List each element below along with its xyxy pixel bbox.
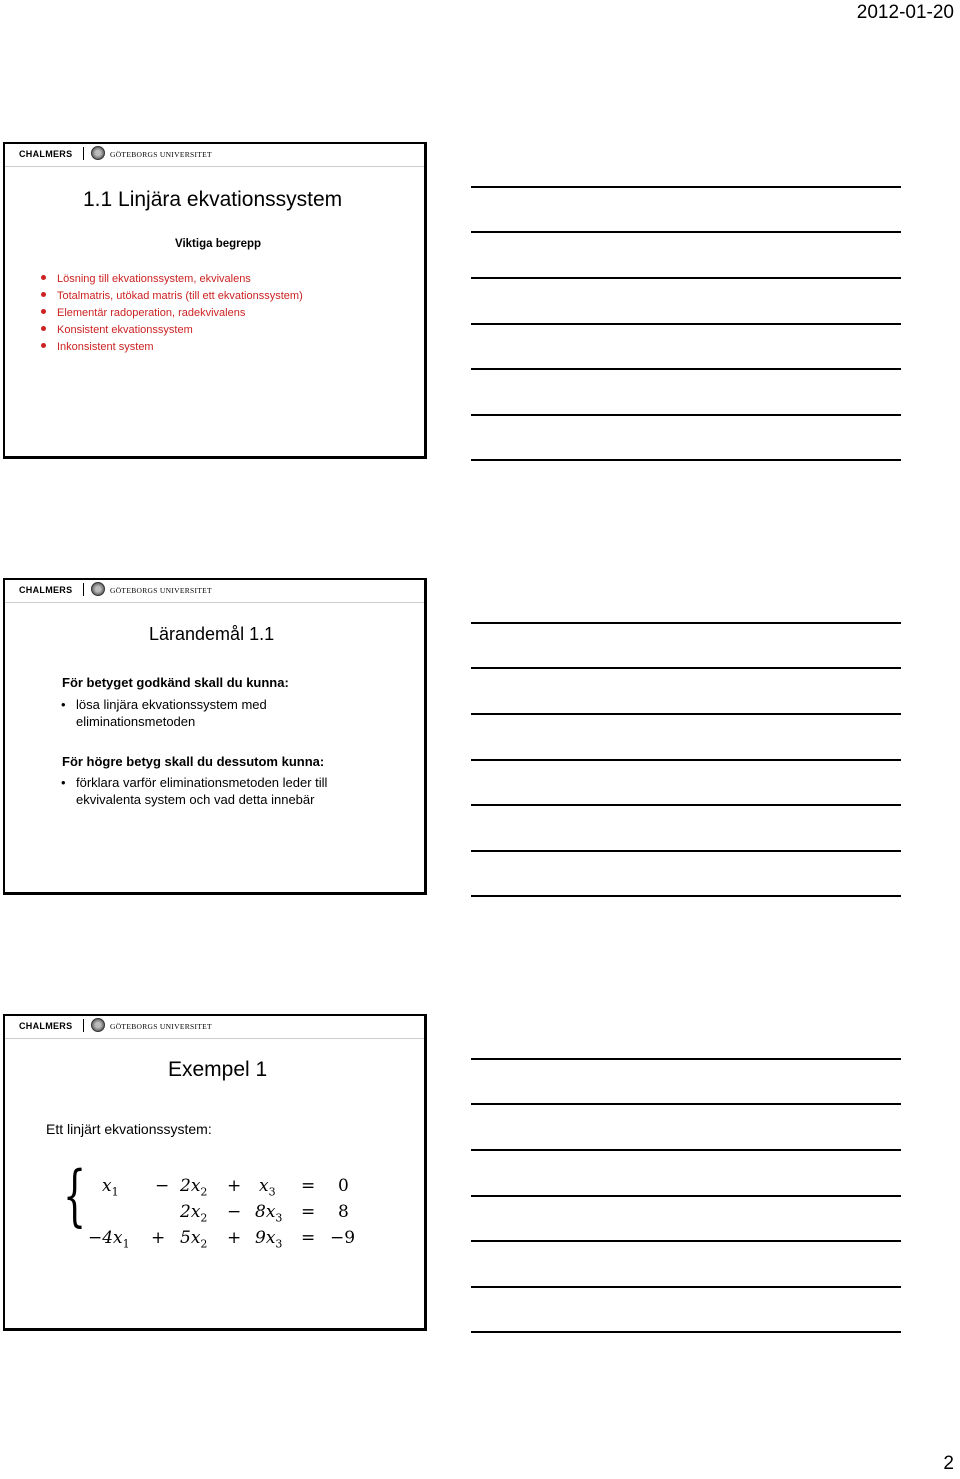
term: $8x_3$: [255, 1202, 283, 1225]
operator: +: [227, 1176, 242, 1196]
note-line: [471, 1331, 901, 1333]
list-item: Inkonsistent system: [41, 339, 303, 356]
note-line: [471, 850, 901, 852]
term: $-4x_1$: [88, 1228, 130, 1251]
slide-1: [3, 142, 427, 459]
slide-title: Lärandemål 1.1: [149, 624, 275, 644]
note-line: [471, 1286, 901, 1288]
equals: =: [301, 1176, 316, 1196]
note-line: [471, 186, 901, 188]
university-seal-icon: [91, 146, 105, 160]
university-seal-icon: [91, 582, 105, 596]
logo-divider: [83, 583, 84, 596]
slide-header: [5, 1016, 424, 1039]
operator: +: [227, 1228, 242, 1248]
list-item: Lösning till ekvationssystem, ekvivalens: [41, 271, 303, 288]
chalmers-logo: CHALMERS: [19, 585, 73, 595]
note-line: [471, 231, 901, 233]
equals: =: [301, 1228, 316, 1248]
term: $9x_3$: [255, 1228, 283, 1251]
requirements-heading: För betyget godkänd skall du kunna:: [62, 675, 289, 690]
term: $x_3$: [259, 1176, 276, 1199]
note-line: [471, 459, 901, 461]
example-intro: Ett linjärt ekvationssystem:: [46, 1121, 212, 1137]
note-line: [471, 1195, 901, 1197]
note-line: [471, 277, 901, 279]
slide-subheading: Viktiga begrepp: [175, 238, 262, 250]
note-line: [471, 368, 901, 370]
operator: −: [155, 1176, 170, 1196]
note-line: [471, 667, 901, 669]
bullet: •: [61, 775, 66, 790]
slide-2: [3, 578, 427, 895]
operator: +: [151, 1228, 166, 1248]
equals: =: [301, 1202, 316, 1222]
list-item: Totalmatris, utökad matris (till ett ekvationssystem): [41, 288, 303, 305]
note-line: [471, 895, 901, 897]
operator: −: [227, 1202, 242, 1222]
gu-logo: GÖTEBORGS UNIVERSITET: [110, 1022, 212, 1031]
requirement-line: eliminationsmetoden: [76, 714, 196, 729]
university-seal-icon: [91, 1018, 105, 1032]
requirement-line: lösa linjära ekvationssystem med: [76, 697, 267, 712]
slide-title: Exempel 1: [168, 1058, 268, 1081]
requirement-line: förklara varför eliminationsmetoden leder till: [76, 775, 328, 790]
note-line: [471, 1103, 901, 1105]
note-line: [471, 622, 901, 624]
bullet: •: [61, 697, 66, 712]
note-line: [471, 1240, 901, 1242]
logo-divider: [83, 1019, 84, 1032]
slide-title: 1.1 Linjära ekvationssystem: [83, 188, 343, 211]
list-item: Konsistent ekvationssystem: [41, 322, 303, 339]
slide-3: [3, 1014, 427, 1331]
note-line: [471, 713, 901, 715]
note-line: [471, 323, 901, 325]
list-item: Elementär radoperation, radekvivalens: [41, 305, 303, 322]
note-line: [471, 1058, 901, 1060]
gu-logo: GÖTEBORGS UNIVERSITET: [110, 586, 212, 595]
rhs: −9: [330, 1228, 356, 1248]
slide-header: [5, 144, 424, 167]
left-brace: {: [63, 1157, 87, 1234]
term: $2x_2$: [180, 1176, 208, 1199]
date: 2012-01-20: [856, 2, 954, 23]
gu-logo: GÖTEBORGS UNIVERSITET: [110, 150, 212, 159]
term: $x_1$: [102, 1176, 119, 1199]
requirement-item: [61, 696, 267, 730]
chalmers-logo: CHALMERS: [19, 1021, 73, 1031]
slide-header: [5, 580, 424, 603]
term: $5x_2$: [180, 1228, 208, 1251]
requirement-line: ekvivalenta system och vad detta innebär: [76, 792, 315, 807]
chalmers-logo: CHALMERS: [19, 149, 73, 159]
note-line: [471, 804, 901, 806]
rhs: 8: [338, 1202, 349, 1222]
concept-list: [41, 271, 303, 356]
note-line: [471, 414, 901, 416]
page-number: 2: [943, 1453, 954, 1474]
term: $2x_2$: [180, 1202, 208, 1225]
requirement-item: [61, 774, 327, 808]
requirements-heading: För högre betyg skall du dessutom kunna:: [62, 754, 325, 769]
note-line: [471, 1149, 901, 1151]
note-line: [471, 759, 901, 761]
rhs: 0: [338, 1176, 349, 1196]
logo-divider: [83, 147, 84, 160]
